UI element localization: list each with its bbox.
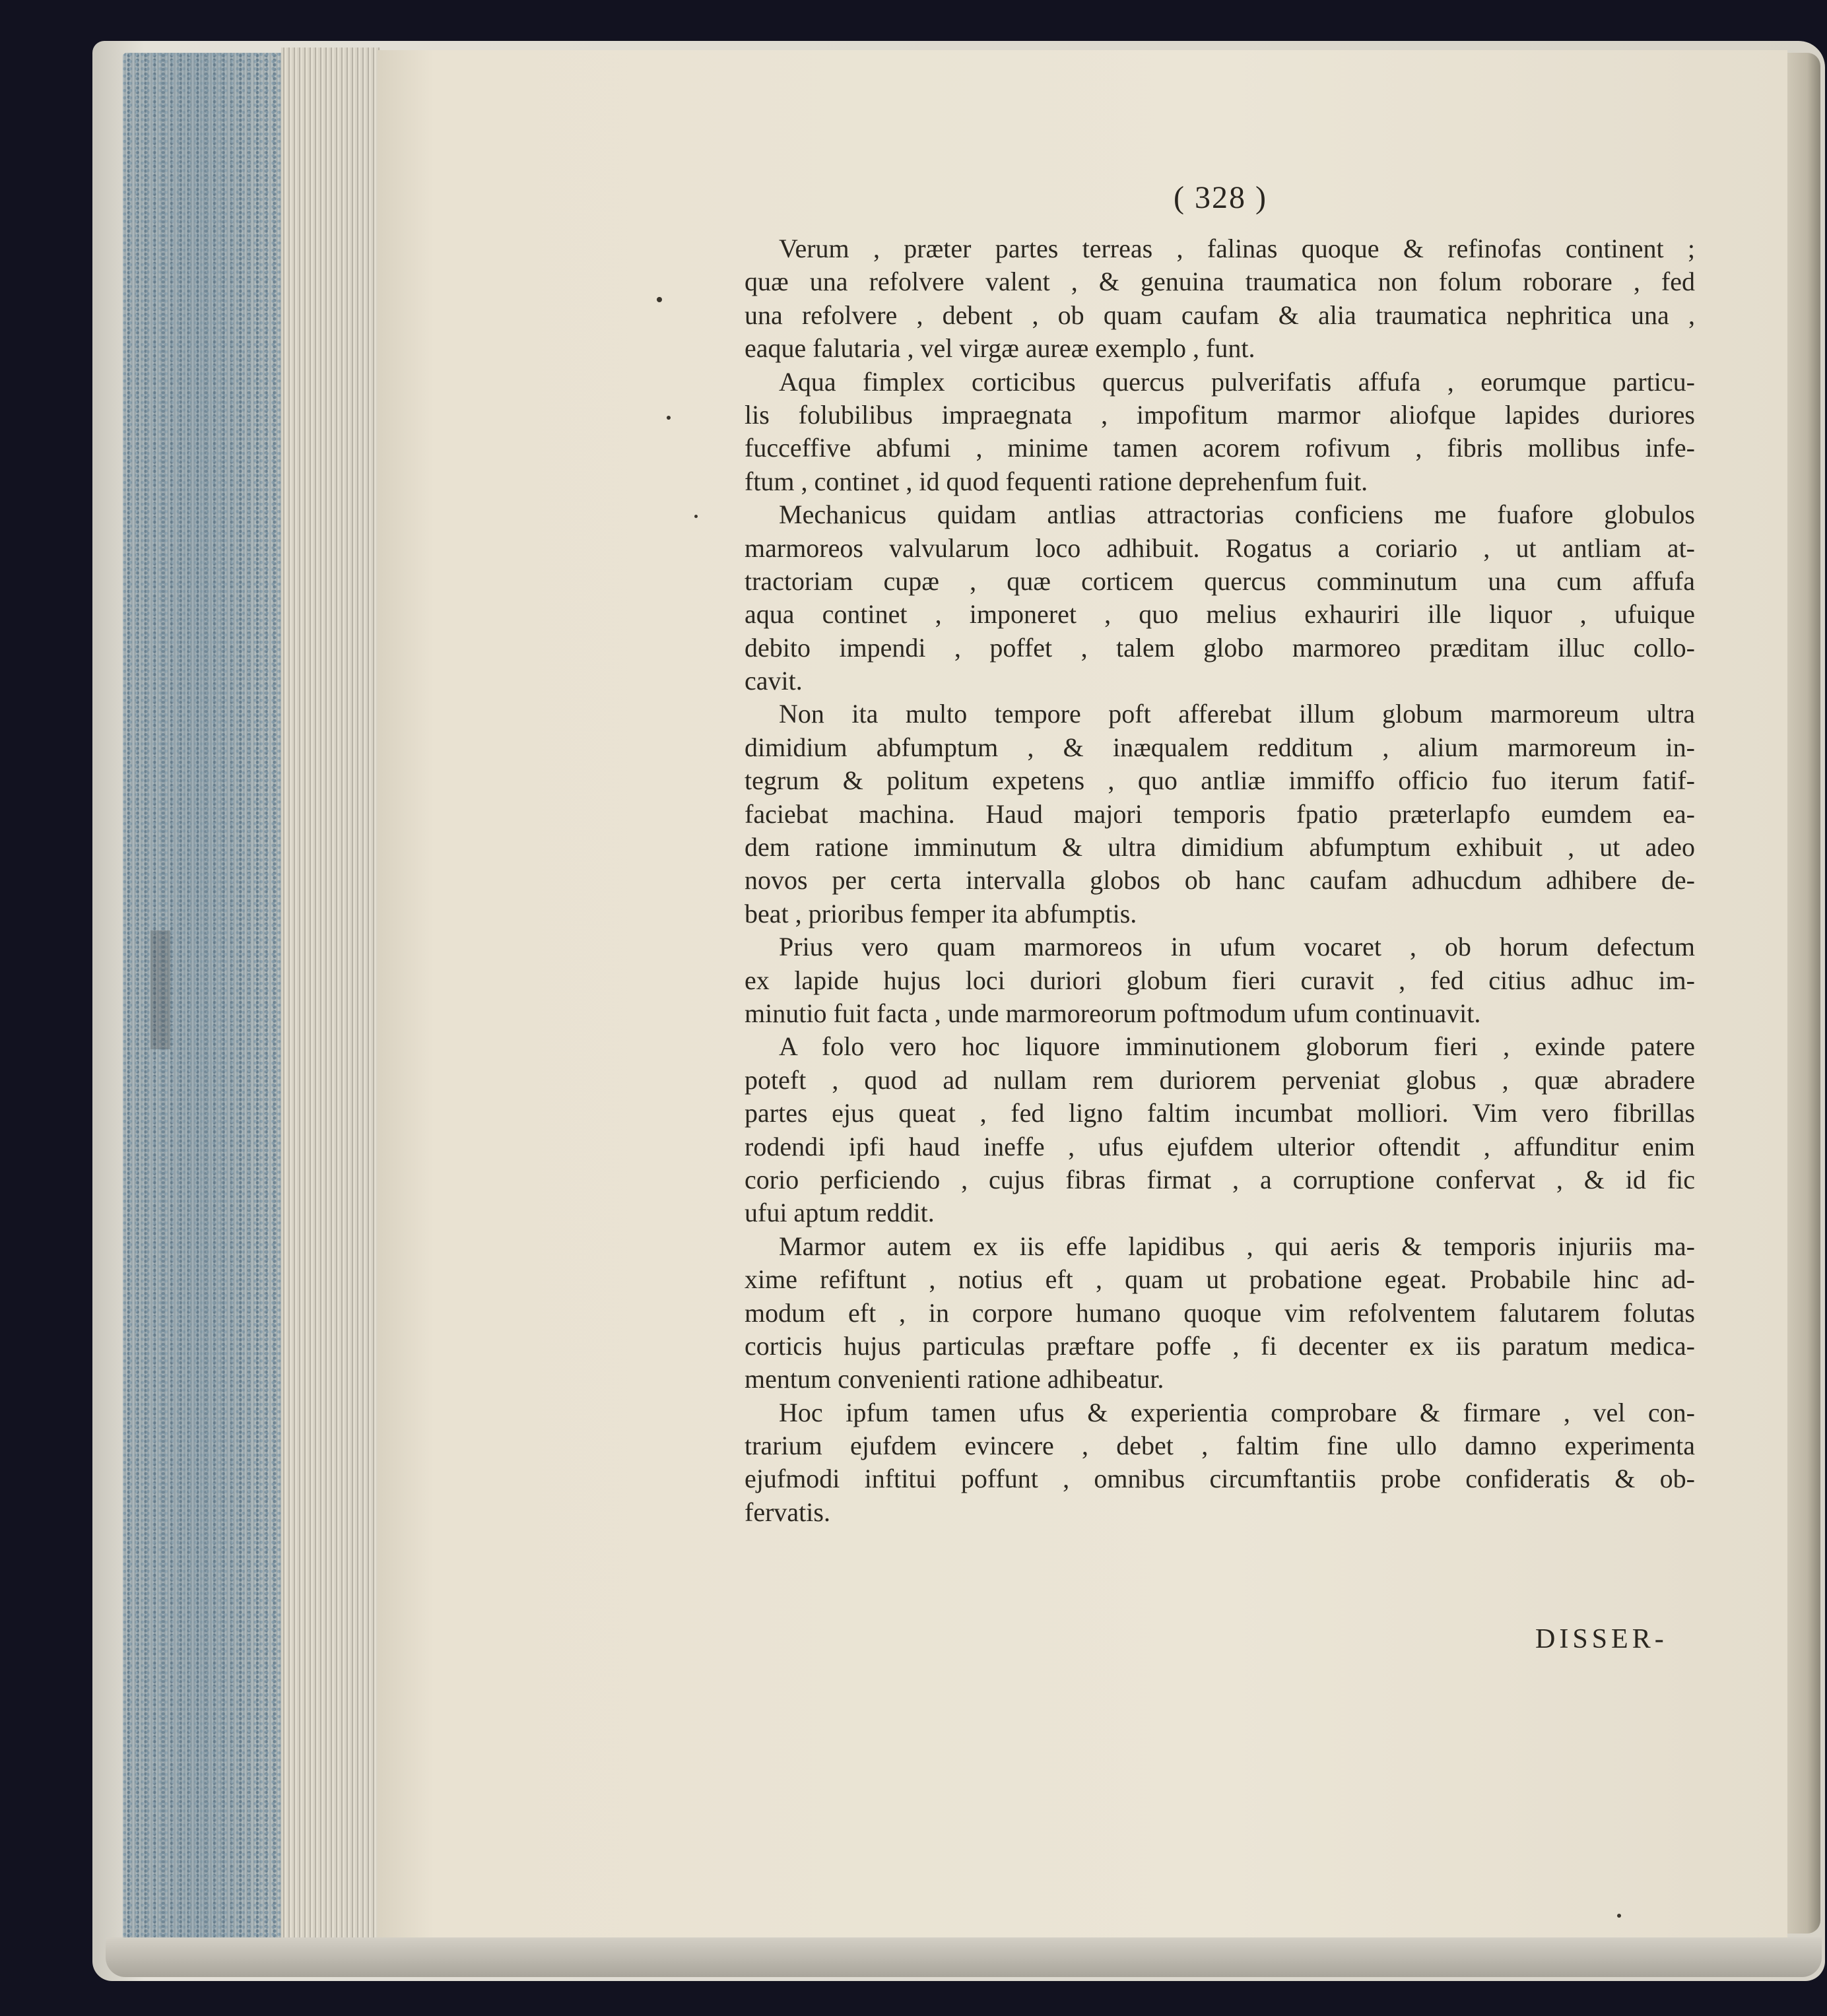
text-line: modum eft , in corpore humano quoque vim refolventem falutarem folutas: [745, 1297, 1695, 1328]
text-line: dimidium abfumptum , & inæqualem redditum , alium marmoreum in-: [745, 732, 1695, 762]
paper-mark: [657, 297, 662, 302]
body-text: [745, 232, 1695, 1529]
text-line: fervatis.: [745, 1497, 830, 1527]
text-line: ftum , continet , id quod fequenti ratione deprehenfum fuit.: [745, 466, 1368, 496]
text-line: aqua continet , imponeret , quo melius exhauriri ille liquor , ufuique: [745, 599, 1695, 630]
text-line: fucceffive abfumi , minime tamen acorem rofivum , fibris mollibus infe-: [745, 433, 1695, 463]
paper-mark: [1617, 1914, 1621, 1918]
text-line: debito impendi , poffet , talem globo marmoreo præditam illuc collo-: [745, 632, 1695, 663]
text-line: Hoc ipfum tamen ufus & experientia comprobare & firmare , vel con-: [779, 1397, 1695, 1427]
text-line: faciebat machina. Haud majori temporis fpatio præterlapfo eumdem ea-: [745, 798, 1695, 829]
paragraph-2: [745, 366, 1695, 499]
text-line: corio perficiendo , cujus fibras firmat , a corruptione confervat , & id fic: [745, 1164, 1695, 1194]
text-line: tegrum & politum expetens , quo antliæ immiffo officio fuo iterum fatif-: [745, 765, 1695, 796]
text-line: eaque falutaria , vel virgæ aureæ exemplo , funt.: [745, 333, 1255, 364]
text-line: novos per certa intervalla globos ob hanc caufam adhucdum adhibere de-: [745, 865, 1695, 895]
text-line: una refolvere , debent , ob quam caufam & alia traumatica nephritica una ,: [745, 300, 1695, 330]
page-stack-edge: [281, 48, 380, 1941]
paragraph-1: [745, 232, 1695, 366]
paragraph-8: [745, 1396, 1695, 1530]
book-bottom-edge: [106, 1937, 1822, 1977]
paragraph-5: [745, 930, 1695, 1030]
paragraph-3: [745, 498, 1695, 698]
paper-mark: [694, 515, 698, 518]
text-line: Prius vero quam marmoreos in ufum vocaret , ob horum defectum: [779, 932, 1695, 962]
text-line: cavit.: [745, 666, 803, 696]
text-line: trarium ejufdem evincere , debet , faltim fine ullo damno experimenta: [745, 1431, 1695, 1461]
text-line: Aqua fimplex corticibus quercus pulverifatis affufa , eorumque particu-: [779, 366, 1695, 397]
paragraph-4: [745, 698, 1695, 930]
paragraph-7: [745, 1230, 1695, 1396]
page-number: ( 328 ): [1174, 180, 1267, 215]
text-line: lis folubilibus impraegnata , impofitum marmor aliofque lapides duriores: [745, 399, 1695, 430]
text-line: minutio fuit facta , unde marmoreorum poftmodum ufum continuavit.: [745, 998, 1481, 1028]
text-line: tractoriam cupæ , quæ corticem quercus comminutum una cum affufa: [745, 566, 1695, 596]
text-line: Marmor autem ex iis effe lapidibus , qui aeris & temporis injuriis ma-: [779, 1231, 1695, 1261]
text-line: Non ita multo tempore poft afferebat illum globum marmoreum ultra: [779, 699, 1695, 729]
text-line: partes ejus queat , fed ligno faltim incumbat molliori. Vim vero fibrillas: [745, 1098, 1695, 1128]
text-line: ejufmodi inftitui poffunt , omnibus circumftantiis probe confideratis & ob-: [745, 1464, 1695, 1494]
text-line: A folo vero hoc liquore imminutionem globorum fieri , exinde patere: [779, 1031, 1695, 1062]
fore-edge-speckled: [123, 53, 281, 1953]
text-line: beat , prioribus femper ita abfumptis.: [745, 898, 1137, 928]
text-line: Mechanicus quidam antlias attractorias conficiens me fuafore globulos: [779, 500, 1695, 530]
text-line: dem ratione imminutum & ultra dimidium abfumptum exhibuit , ut adeo: [745, 832, 1695, 862]
text-line: corticis hujus particulas præftare poffe , fi decenter ex iis paratum medica-: [745, 1330, 1695, 1361]
paper-mark: [667, 416, 671, 420]
text-line: Verum , præter partes terreas , falinas quoque & refinofas continent ;: [779, 234, 1695, 263]
text-line: poteft , quod ad nullam rem duriorem perveniat globus , quæ abradere: [745, 1064, 1695, 1095]
catchword: DISSER-: [1535, 1624, 1668, 1654]
text-line: quæ una refolvere valent , & genuina traumatica non folum roborare , fed: [745, 267, 1695, 297]
right-page-edge: [1787, 53, 1820, 1934]
text-line: rodendi ipfi haud ineffe , ufus ejufdem ulterior oftendit , affunditur enim: [745, 1131, 1695, 1161]
text-line: ex lapide hujus loci duriori globum fieri curavit , fed citius adhuc im-: [745, 965, 1695, 995]
paragraph-6: [745, 1030, 1695, 1229]
text-line: xime refiftunt , notius eft , quam ut probatione egeat. Probabile hinc ad-: [745, 1264, 1695, 1295]
binding-mark: [150, 930, 170, 1049]
text-line: marmoreos valvularum loco adhibuit. Rogatus a coriario , ut antliam at-: [745, 533, 1695, 563]
text-line: ufui aptum reddit.: [745, 1198, 935, 1228]
text-line: mentum convenienti ratione adhibeatur.: [745, 1364, 1164, 1394]
